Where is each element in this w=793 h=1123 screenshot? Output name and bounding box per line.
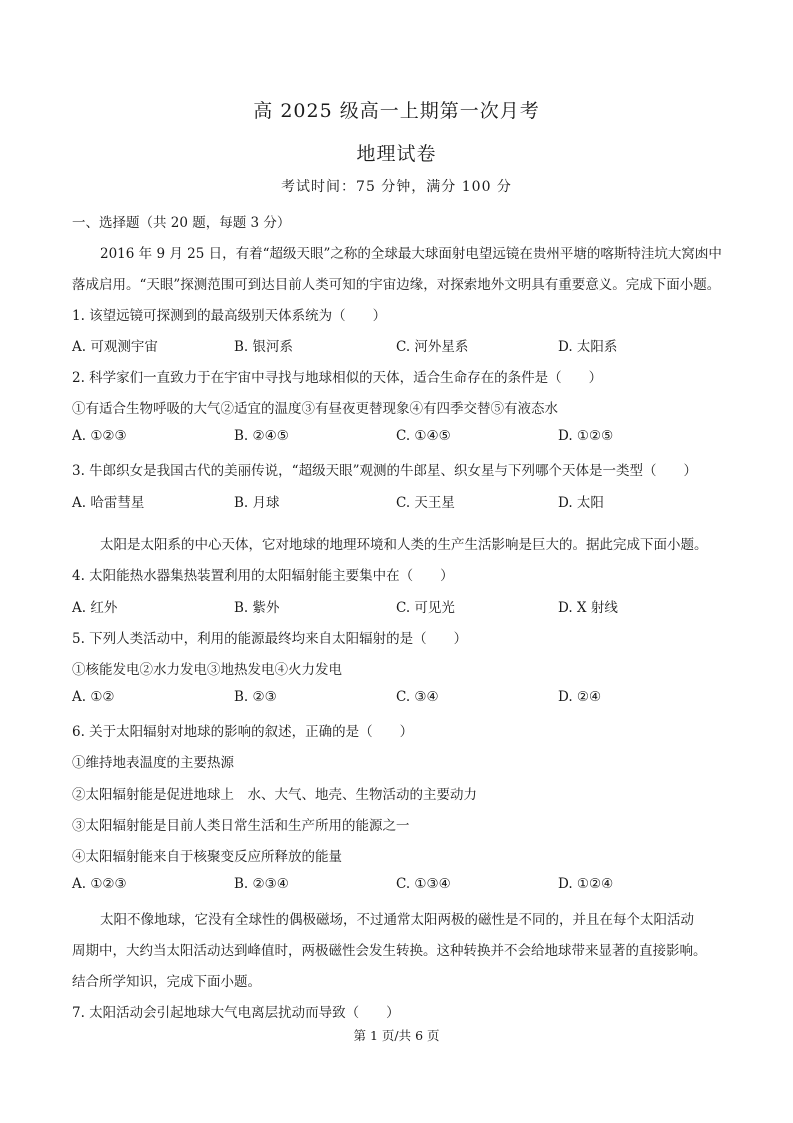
- question-2-option-d: D. ①②⑤: [558, 428, 614, 444]
- question-3-stem: 3. 牛郎织女是我国古代的美丽传说，“超级天眼”观测的牛郎星、织女星与下列哪个天体是一类型（ ）: [72, 463, 697, 479]
- question-5-option-a: A. ①②: [72, 689, 115, 705]
- intro-paragraph-1-line-2: 落成启用。“天眼”探测范围可到达目前人类可知的宇宙边缘，对探索地外文明具有重要意义。完成下面小题。: [72, 277, 721, 293]
- question-6-option-d: D. ①②④: [558, 876, 614, 892]
- question-2-option-c: C. ①④⑤: [396, 428, 451, 444]
- question-5-stem: 5. 下列人类活动中，利用的能源最终均来自太阳辐射的是（ ）: [72, 631, 468, 647]
- intro-paragraph-1-line-1: 2016 年 9 月 25 日，有着“超级天眼”之称的全球最大球面射电望远镜在贵州平塘的喀斯特洼坑大窝凼中: [100, 246, 722, 262]
- question-5-option-d: D. ②④: [558, 689, 602, 705]
- section-heading: 一、选择题（共 20 题，每题 3 分）: [72, 215, 291, 231]
- question-6-item-2: ②太阳辐射能是促进地球上 水、大气、地壳、生物活动的主要动力: [72, 787, 477, 803]
- intro-paragraph-3-line-2: 周期中，大约当太阳活动达到峰值时，两极磁性会发生转换。这种转换并不会给地球带来显著的直接影响。: [72, 943, 707, 959]
- intro-paragraph-2: 太阳是太阳系的中心天体，它对地球的地理环境和人类的生产生活影响是巨大的。据此完成下面小题。: [100, 537, 708, 553]
- question-1-option-c: C. 河外星系: [396, 339, 469, 355]
- question-4-option-d: D. X 射线: [558, 600, 618, 616]
- exam-title: 高 2025 级高一上期第一次月考: [253, 100, 540, 122]
- question-5-option-b: B. ②③: [234, 689, 277, 705]
- exam-info: 考试时间：75 分钟，满分 100 分: [281, 179, 512, 195]
- question-5-option-c: C. ③④: [396, 689, 439, 705]
- question-6-stem: 6. 关于太阳辐射对地球的影响的叙述，正确的是（ ）: [72, 724, 414, 740]
- question-1-option-a: A. 可观测宇宙: [72, 339, 158, 355]
- intro-paragraph-3-line-1: 太阳不像地球，它没有全球性的偶极磁场，不过通常太阳两极的磁性是不同的，并且在每个太阳活动: [100, 912, 694, 928]
- question-3-option-d: D. 太阳: [558, 495, 604, 511]
- question-6-option-a: A. ①②③: [72, 876, 127, 892]
- question-6-item-3: ③太阳辐射能是目前人类日常生活和生产所用的能源之一: [72, 818, 410, 834]
- question-6-item-4: ④太阳辐射能来自于核聚变反应所释放的能量: [72, 849, 342, 865]
- question-2-option-b: B. ②④⑤: [234, 428, 289, 444]
- exam-subject: 地理试卷: [356, 143, 437, 165]
- question-4-option-a: A. 红外: [72, 600, 118, 616]
- question-3-option-a: A. 哈雷彗星: [72, 495, 145, 511]
- page-footer: 第 1 页/共 6 页: [353, 1028, 440, 1043]
- question-1-stem: 1. 该望远镜可探测到的最高级别天体系统为（ ）: [72, 308, 387, 324]
- question-7-stem: 7. 太阳活动会引起地球大气电离层扰动而导致（ ）: [72, 1005, 400, 1021]
- question-3-option-b: B. 月球: [234, 495, 280, 511]
- question-4-stem: 4. 太阳能热水器集热装置利用的太阳辐射能主要集中在（ ）: [72, 568, 454, 584]
- question-6-option-b: B. ②③④: [234, 876, 289, 892]
- question-4-option-c: C. 可见光: [396, 600, 455, 616]
- question-3-option-c: C. 天王星: [396, 495, 455, 511]
- intro-paragraph-3-line-3: 结合所学知识，完成下面小题。: [72, 974, 261, 990]
- question-1-option-b: B. 银河系: [234, 339, 294, 355]
- question-4-option-b: B. 紫外: [234, 600, 280, 616]
- question-2-option-a: A. ①②③: [72, 428, 127, 444]
- question-6-option-c: C. ①③④: [396, 876, 451, 892]
- question-2-stem: 2. 科学家们一直致力于在宇宙中寻找与地球相似的天体，适合生命存在的条件是（ ）: [72, 370, 603, 386]
- question-5-items: ①核能发电②水力发电③地热发电④火力发电: [72, 662, 342, 678]
- question-6-item-1: ①维持地表温度的主要热源: [72, 755, 234, 771]
- question-2-items: ①有适合生物呼吸的大气②适宜的温度③有昼夜更替现象④有四季交替⑤有液态水: [72, 401, 558, 417]
- question-1-option-d: D. 太阳系: [558, 339, 618, 355]
